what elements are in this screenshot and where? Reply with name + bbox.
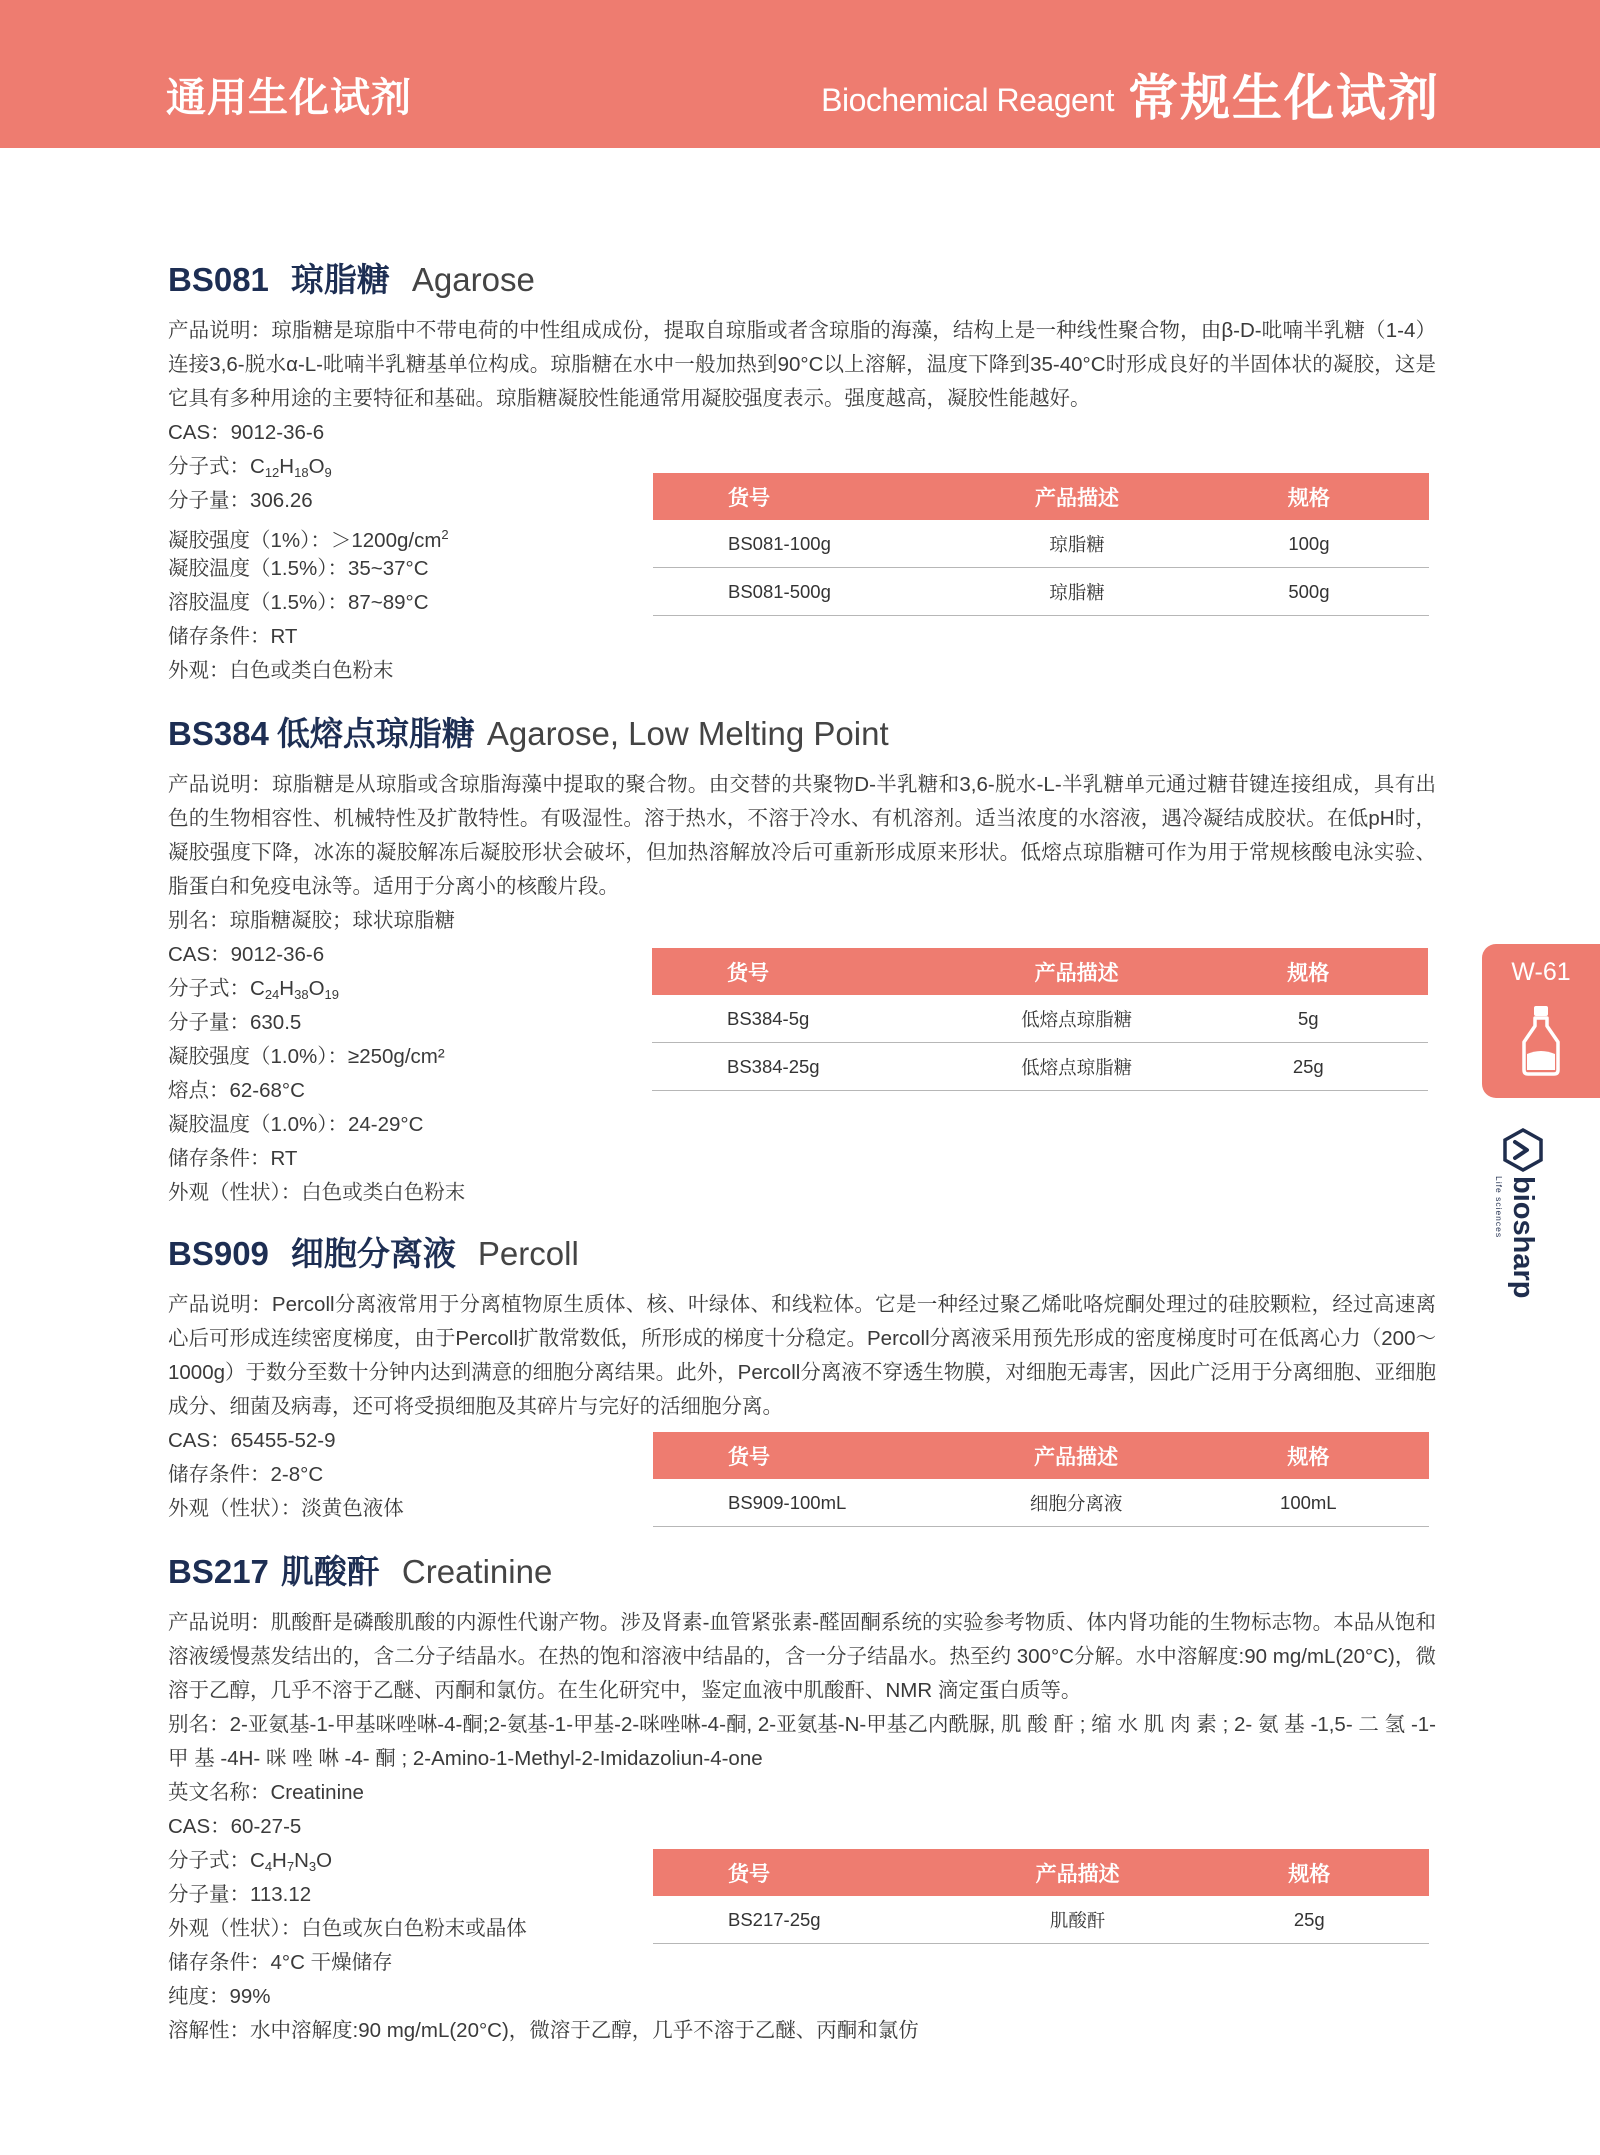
page-number: W-61 [1511,958,1571,986]
cell-spec: 5g [1189,995,1428,1043]
cell-desc: 低熔点琼脂糖 [965,1043,1189,1091]
category-title: 通用生化试剂 [166,76,412,120]
product-en-name: Agarose [411,261,535,298]
prop-gel-temp: 凝胶温度（1.0%）：24-29°C [168,1113,424,1136]
col-header-code: 货号 [653,473,965,520]
product-code: BS081 [168,261,269,298]
section-title-en: Biochemical Reagent [821,82,1114,118]
prop-cas: CAS：65455-52-9 [168,1429,336,1452]
prop-formula: 分子式：$C_{24}H_{38}O_{19}$ [168,977,339,1002]
product-description: 产品说明：琼脂糖是琼脂中不带电荷的中性组成成份，提取自琼脂或者含琼脂的海藻，结构上是一种线性聚合物，由β-D-吡喃半乳糖（1-4）连接3,6-脱水α-L-吡喃半乳糖基单位构成。琼脂糖在水中一般加热到90°C以上溶解，温度下降到35-40°C时形成良好的半固体状的凝胶，这是它具有多种用途的主要特征和基础。琼脂糖凝胶性能通常用凝胶强度表示。强度越高，凝胶性能越好。 [168,319,1436,410]
col-header-desc: 产品描述 [965,948,1189,995]
page-tab [1482,944,1600,1098]
product-cn-name: 低熔点琼脂糖 [276,715,475,752]
prop-cas: CAS：9012-36-6 [168,943,325,966]
prop-storage: 储存条件：RT [168,1147,298,1170]
product-title [168,1232,1438,1276]
biosharp-logo [1494,1128,1549,1299]
prop-formula: 分子式：$C_{12}H_{18}O_9$ [168,455,332,480]
prop-cas: CAS：60-27-5 [168,1815,302,1838]
table-header-row [652,948,1428,995]
product-code: BS909 [168,1235,269,1272]
table-row [653,1896,1429,1944]
cell-spec: 100mL [1188,1479,1429,1527]
col-header-code: 货号 [653,1432,965,1479]
cell-desc: 琼脂糖 [965,568,1189,616]
product-title [168,712,1438,756]
product-section-bs217 [168,1550,1438,2048]
prop-gel-temp: 凝胶温度（1.5%）：35~37°C [168,557,429,580]
col-header-code: 货号 [653,1849,966,1896]
col-header-desc: 产品描述 [965,1432,1188,1479]
cell-spec: 500g [1189,568,1429,616]
logo-text: biosharp [1507,1176,1539,1299]
prop-alias: 别名：琼脂糖凝胶；球状琼脂糖 [168,909,455,932]
cell-code: BS384-5g [652,995,965,1043]
product-cn-name: 细胞分离液 [290,1235,456,1272]
prop-cas: CAS：9012-36-6 [168,421,325,444]
product-en-name: Creatinine [401,1553,553,1590]
col-header-code: 货号 [652,948,965,995]
prop-appearance: 外观（性状）：淡黄色液体 [168,1497,404,1520]
product-en-name: Percoll [477,1235,579,1272]
product-table-bs081 [653,473,1429,616]
prop-mw: 分子量：306.26 [168,489,313,512]
product-table-bs217 [653,1849,1429,1944]
table-row [653,520,1429,568]
product-cn-name: 肌酸酐 [280,1553,380,1590]
product-code: BS384 [168,715,269,752]
table-row [652,995,1428,1043]
prop-alias: 别名：2-亚氨基-1-甲基咪唑啉-4-酮;2-氨基-1-甲基-2-咪唑啉-4-酮, 2-亚氨基-N-甲基乙内酰脲, 肌 酸 酐 ; 缩 水 肌 肉 素 ; 2- 氨 基 -1,5- 二 氢 -1- 甲 基 -4H- 咪 唑 啉 -4- 酮 ; 2-Amino-1-Methyl-2-Imidazoliun-4-one [168,1713,1436,1770]
product-table-bs384 [652,948,1428,1091]
prop-melting-point: 熔点：62-68°C [168,1079,305,1102]
prop-storage: 储存条件：4°C 干燥储存 [168,1951,393,1974]
product-table-bs909 [653,1432,1429,1527]
prop-en-name: 英文名称：Creatinine [168,1781,364,1804]
cell-desc: 琼脂糖 [965,520,1189,568]
col-header-spec: 规格 [1189,473,1429,520]
prop-mw: 分子量：113.12 [168,1883,312,1906]
cell-spec: 100g [1189,520,1429,568]
prop-melt-temp: 溶胶温度（1.5%）：87~89°C [168,591,429,614]
cell-spec: 25g [1189,1043,1428,1091]
product-title [168,1550,1438,1594]
section-title-cn: 常规生化试剂 [1128,70,1440,126]
table-header-row [653,1432,1429,1479]
logo-subtext: Life sciences [1494,1176,1504,1239]
table-header-row [653,473,1429,520]
table-header-row [653,1849,1429,1896]
table-row [653,1479,1429,1527]
cell-desc: 肌酸酐 [966,1896,1190,1944]
product-description: 产品说明：Percoll分离液常用于分离植物原生质体、核、叶绿体、和线粒体。它是一种经过聚乙烯吡咯烷酮处理过的硅胶颗粒，经过高速离心后可形成连续密度梯度，由于Percoll扩散常数低，所形成的梯度十分稳定。Percoll分离液采用预先形成的密度梯度时可在低离心力（200～1000g）于数分至数十分钟内达到满意的细胞分离结果。此外，Percoll分离液不穿透生物膜，对细胞无毒害，因此广泛用于分离细胞、亚细胞成分、细菌及病毒，还可将受损细胞及其碎片与完好的活细胞分离。 [168,1293,1436,1418]
prop-storage: 储存条件：RT [168,625,298,648]
table-row [653,568,1429,616]
col-header-desc: 产品描述 [965,473,1189,520]
prop-formula: 分子式：$C_4H_7N_3O$ [168,1849,333,1874]
product-description: 产品说明：琼脂糖是从琼脂或含琼脂海藻中提取的聚合物。由交替的共聚物D-半乳糖和3,6-脱水-L-半乳糖单元通过糖苷键连接组成，具有出色的生物相容性、机械特性及扩散特性。有吸湿性。溶于热水，不溶于冷水、有机溶剂。适当浓度的水溶液，遇冷凝结成胶状。在低pH时，凝胶强度下降，冰冻的凝胶解冻后凝胶形状会破坏，但加热溶解放冷后可重新形成原来形状。低熔点琼脂糖可作为用于常规核酸电泳实验、脂蛋白和免疫电泳等。适用于分离小的核酸片段。 [168,773,1436,898]
cell-code: BS081-500g [653,568,965,616]
product-description: 产品说明：肌酸酐是磷酸肌酸的内源性代谢产物。涉及肾素-血管紧张素-醛固酮系统的实验参考物质、体内肾功能的生物标志物。本品从饱和溶液缓慢蒸发结出的，含二分子结晶水。在热的饱和溶液中结晶的，含一分子结晶水。热至约 300°C分解。水中溶解度:90 mg/mL(20°C)，微溶于乙醇，几乎不溶于乙醚、丙酮和氯仿。在生化研究中，鉴定血液中肌酸酐、NMR 滴定蛋白质等。 [168,1611,1436,1702]
col-header-spec: 规格 [1189,948,1428,995]
prop-appearance: 外观（性状）：白色或类白色粉末 [168,1181,466,1204]
product-title [168,258,1438,302]
prop-appearance: 外观：白色或类白色粉末 [168,659,394,682]
prop-gel-strength: 凝胶强度（1.0%）：≥250g/cm² [168,1045,445,1068]
cell-code: BS217-25g [653,1896,966,1944]
cell-desc: 低熔点琼脂糖 [965,995,1189,1043]
prop-appearance: 外观（性状）：白色或灰白色粉末或晶体 [168,1917,527,1940]
prop-solubility: 溶解性：水中溶解度:90 mg/mL(20°C)，微溶于乙醇，几乎不溶于乙醚、丙酮和氯仿 [168,2019,919,2042]
table-row [652,1043,1428,1091]
product-cn-name: 琼脂糖 [290,261,390,298]
cell-code: BS909-100mL [653,1479,965,1527]
page-header [0,0,1600,148]
prop-purity: 纯度：99% [168,1985,271,2008]
section-title-wrap [821,58,1440,130]
cell-spec: 25g [1190,1896,1429,1944]
col-header-spec: 规格 [1190,1849,1429,1896]
prop-gel-strength: 凝胶强度（1%）：$>1200g/cm^2$ [168,527,449,552]
cell-desc: 细胞分离液 [965,1479,1188,1527]
product-en-name: Agarose, Low Melting Point [486,715,889,752]
col-header-desc: 产品描述 [966,1849,1190,1896]
product-code: BS217 [168,1553,269,1590]
prop-mw: 分子量：630.5 [168,1011,302,1034]
bottle-icon [1520,1004,1562,1076]
cell-code: BS081-100g [653,520,965,568]
cell-code: BS384-25g [652,1043,965,1091]
prop-storage: 储存条件：2-8°C [168,1463,324,1486]
col-header-spec: 规格 [1188,1432,1429,1479]
